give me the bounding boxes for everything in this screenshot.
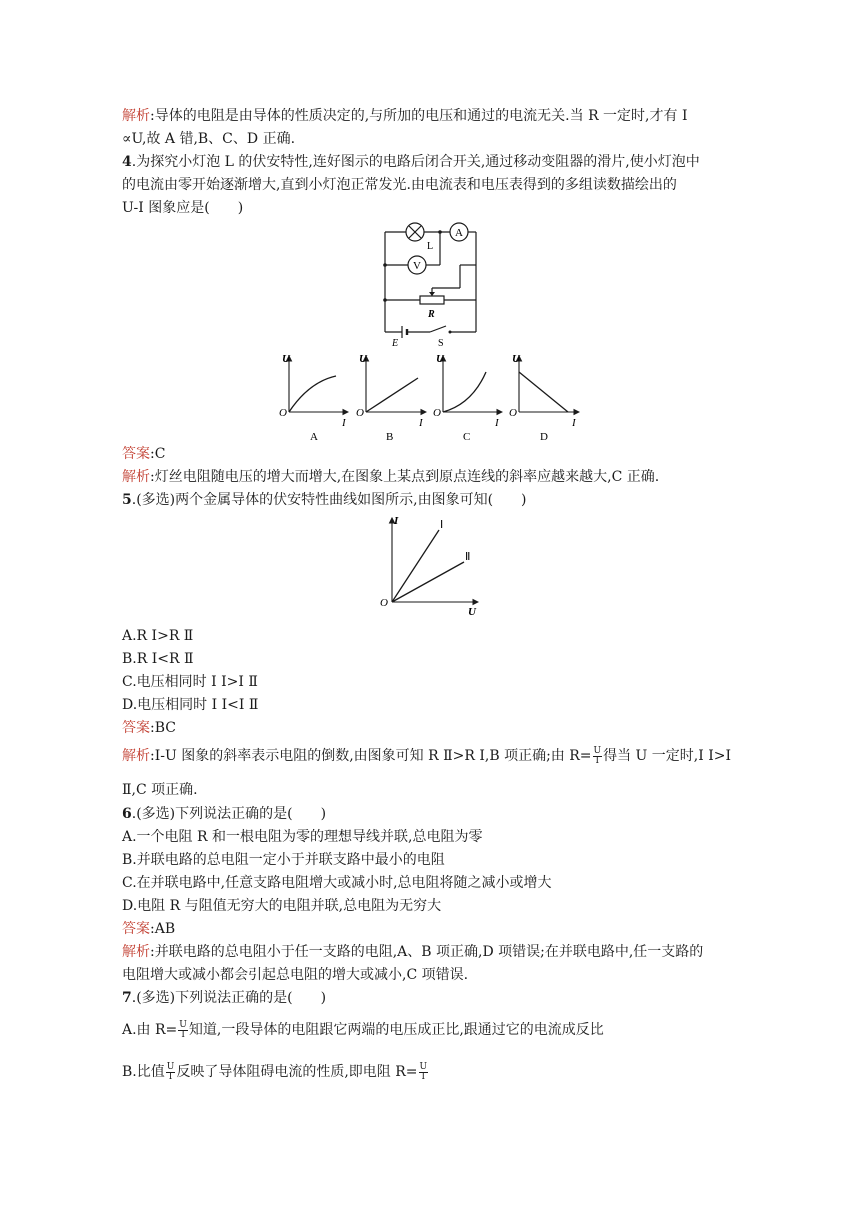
curve-a (289, 376, 336, 412)
fraction-u-over-i: $\frac{U}{I}$ (166, 1061, 175, 1082)
line-two-label: Ⅱ (465, 551, 471, 563)
graph-option-a (279, 353, 348, 443)
question-text: .(多选)下列说法正确的是( ) (131, 806, 327, 822)
svg-text:U: U (359, 353, 367, 365)
analysis-text-cont: 得当 U 一定时,I Ⅰ>I (603, 748, 732, 764)
svg-text:C: C (463, 431, 471, 443)
question-number: 4 (122, 154, 132, 170)
curve-b (366, 378, 418, 412)
answer-label: 答案 (122, 720, 150, 736)
svg-text:B: B (386, 431, 394, 443)
svg-text:U: U (468, 606, 476, 618)
curve-d (519, 372, 568, 412)
svg-text:O: O (380, 597, 388, 609)
svg-text:I: I (342, 417, 346, 429)
q6-analysis-line1 (122, 942, 703, 962)
answer-label: 答案 (122, 921, 150, 937)
q6-option-d: D.电阻 R 与阻值无穷大的电阻并联,总电阻为无穷大 (122, 898, 442, 914)
q6-analysis-line2: 电阻增大或减小都会引起总电阻的增大或减小,C 项错误. (122, 967, 469, 983)
line-one-label: Ⅰ (440, 519, 444, 531)
svg-text:I: I (495, 417, 499, 429)
analysis-text: :I-U 图象的斜率表示电阻的倒数,由图象可知 R Ⅱ>R Ⅰ,B 项正确;由 R= (150, 748, 592, 764)
option-text-cont: 知道,一段导体的电阻跟它两端的电压成正比,跟通过它的电流成反比 (188, 1022, 604, 1038)
switch-label: S (438, 338, 444, 349)
answer-text: :BC (150, 720, 176, 736)
q4-analysis (122, 467, 659, 487)
curve-c (443, 372, 486, 412)
svg-text:U: U (436, 353, 444, 365)
svg-text:O: O (279, 407, 287, 419)
answer-text: :C (150, 446, 166, 462)
svg-text:I: I (394, 515, 399, 527)
question-text: .(多选)下列说法正确的是( ) (131, 990, 327, 1006)
graph-option-c (433, 353, 502, 443)
svg-text:O: O (356, 407, 364, 419)
question-number: 5 (122, 492, 132, 508)
analysis-label: 解析 (122, 108, 150, 124)
q6-option-a: A.一个电阻 R 和一根电阻为零的理想导线并联,总电阻为零 (122, 829, 483, 845)
svg-text:O: O (433, 407, 441, 419)
q4-answer (122, 444, 165, 464)
q3-analysis-line2: ∝U,故 A 错,B、C、D 正确. (122, 131, 296, 147)
svg-text:V: V (413, 260, 421, 272)
circuit-diagram (370, 222, 490, 350)
q5-analysis-line1 (122, 746, 731, 766)
q5-analysis-line2: Ⅱ,C 项正确. (122, 782, 198, 798)
lamp-label: L (427, 241, 434, 252)
option-text: A.由 R= (122, 1022, 178, 1038)
q5-option-d: D.电压相同时 I Ⅰ<I Ⅱ (122, 697, 259, 713)
question-number: 6 (122, 806, 132, 822)
analysis-text: :并联电路的总电阻小于任一支路的电阻,A、B 项正确,D 项错误;在并联电路中,任一支路的 (150, 944, 704, 960)
svg-text:O: O (509, 407, 517, 419)
line-one (392, 530, 439, 602)
question-text: .(多选)两个金属导体的伏安特性曲线如图所示,由图象可知( ) (131, 492, 527, 508)
q5-option-a: A.R Ⅰ>R Ⅱ (122, 628, 194, 644)
fraction-u-over-i: $\frac{U}{I}$ (593, 745, 602, 766)
q4-option-graphs (276, 350, 606, 444)
q4-stem-line2: 的电流由零开始逐渐增大,直到小灯泡正常发光.由电流表和电压表得到的多组读数描绘出的 (122, 177, 677, 193)
q6-answer (122, 919, 175, 939)
svg-text:I: I (419, 417, 423, 429)
q7-stem (122, 988, 326, 1008)
fraction-u-over-i: $\frac{U}{I}$ (419, 1061, 428, 1082)
q4-stem-line3: U-I 图象应是( ) (122, 200, 244, 216)
question-number: 7 (122, 990, 132, 1006)
ammeter-icon (450, 223, 468, 241)
analysis-label: 解析 (122, 469, 150, 485)
q4-stem-line1 (122, 152, 700, 172)
graph-option-b (356, 353, 426, 443)
analysis-label: 解析 (122, 944, 150, 960)
svg-text:A: A (455, 227, 463, 239)
answer-label: 答案 (122, 446, 150, 462)
q6-option-b: B.并联电路的总电阻一定小于并联支路中最小的电阻 (122, 852, 445, 868)
question-text: .为探究小灯泡 L 的伏安特性,连好图示的电路后闭合开关,通过移动变阻器的滑片,使小灯泡中 (131, 154, 700, 170)
svg-text:I: I (572, 417, 576, 429)
q7-option-b (122, 1062, 429, 1082)
q5-stem (122, 490, 527, 510)
option-text: B.比值 (122, 1064, 165, 1080)
svg-text:U: U (282, 353, 290, 365)
q5-option-c: C.电压相同时 I Ⅰ>I Ⅱ (122, 674, 258, 690)
q5-option-b: B.R Ⅰ<R Ⅱ (122, 651, 194, 667)
q6-option-c: C.在并联电路中,任意支路电阻增大或减小时,总电阻将随之减小或增大 (122, 875, 552, 891)
svg-text:A: A (310, 431, 318, 443)
voltmeter-icon (408, 256, 426, 274)
q5-iu-graph (372, 512, 484, 618)
analysis-label: 解析 (122, 748, 150, 764)
lamp-icon (406, 223, 424, 241)
q5-answer (122, 718, 176, 738)
q3-analysis-line1 (122, 106, 688, 126)
svg-text:D: D (540, 431, 548, 443)
q6-stem (122, 804, 326, 824)
rheostat-label: R (428, 309, 435, 320)
q7-option-a (122, 1020, 604, 1040)
line-two (392, 562, 464, 602)
graph-option-d (509, 353, 579, 443)
emf-label: E (392, 338, 399, 349)
svg-text:U: U (512, 353, 520, 365)
analysis-text: :灯丝电阻随电压的增大而增大,在图象上某点到原点连线的斜率应越来越大,C 正确. (150, 469, 660, 485)
fraction-u-over-i: $\frac{U}{I}$ (179, 1019, 187, 1040)
analysis-text: :导体的电阻是由导体的性质决定的,与所加的电压和通过的电流无关.当 R 一定时,才有 I (150, 108, 688, 124)
option-text-cont: 反映了导体阻碍电流的性质,即电阻 R= (176, 1064, 418, 1080)
answer-text: :AB (150, 921, 176, 937)
